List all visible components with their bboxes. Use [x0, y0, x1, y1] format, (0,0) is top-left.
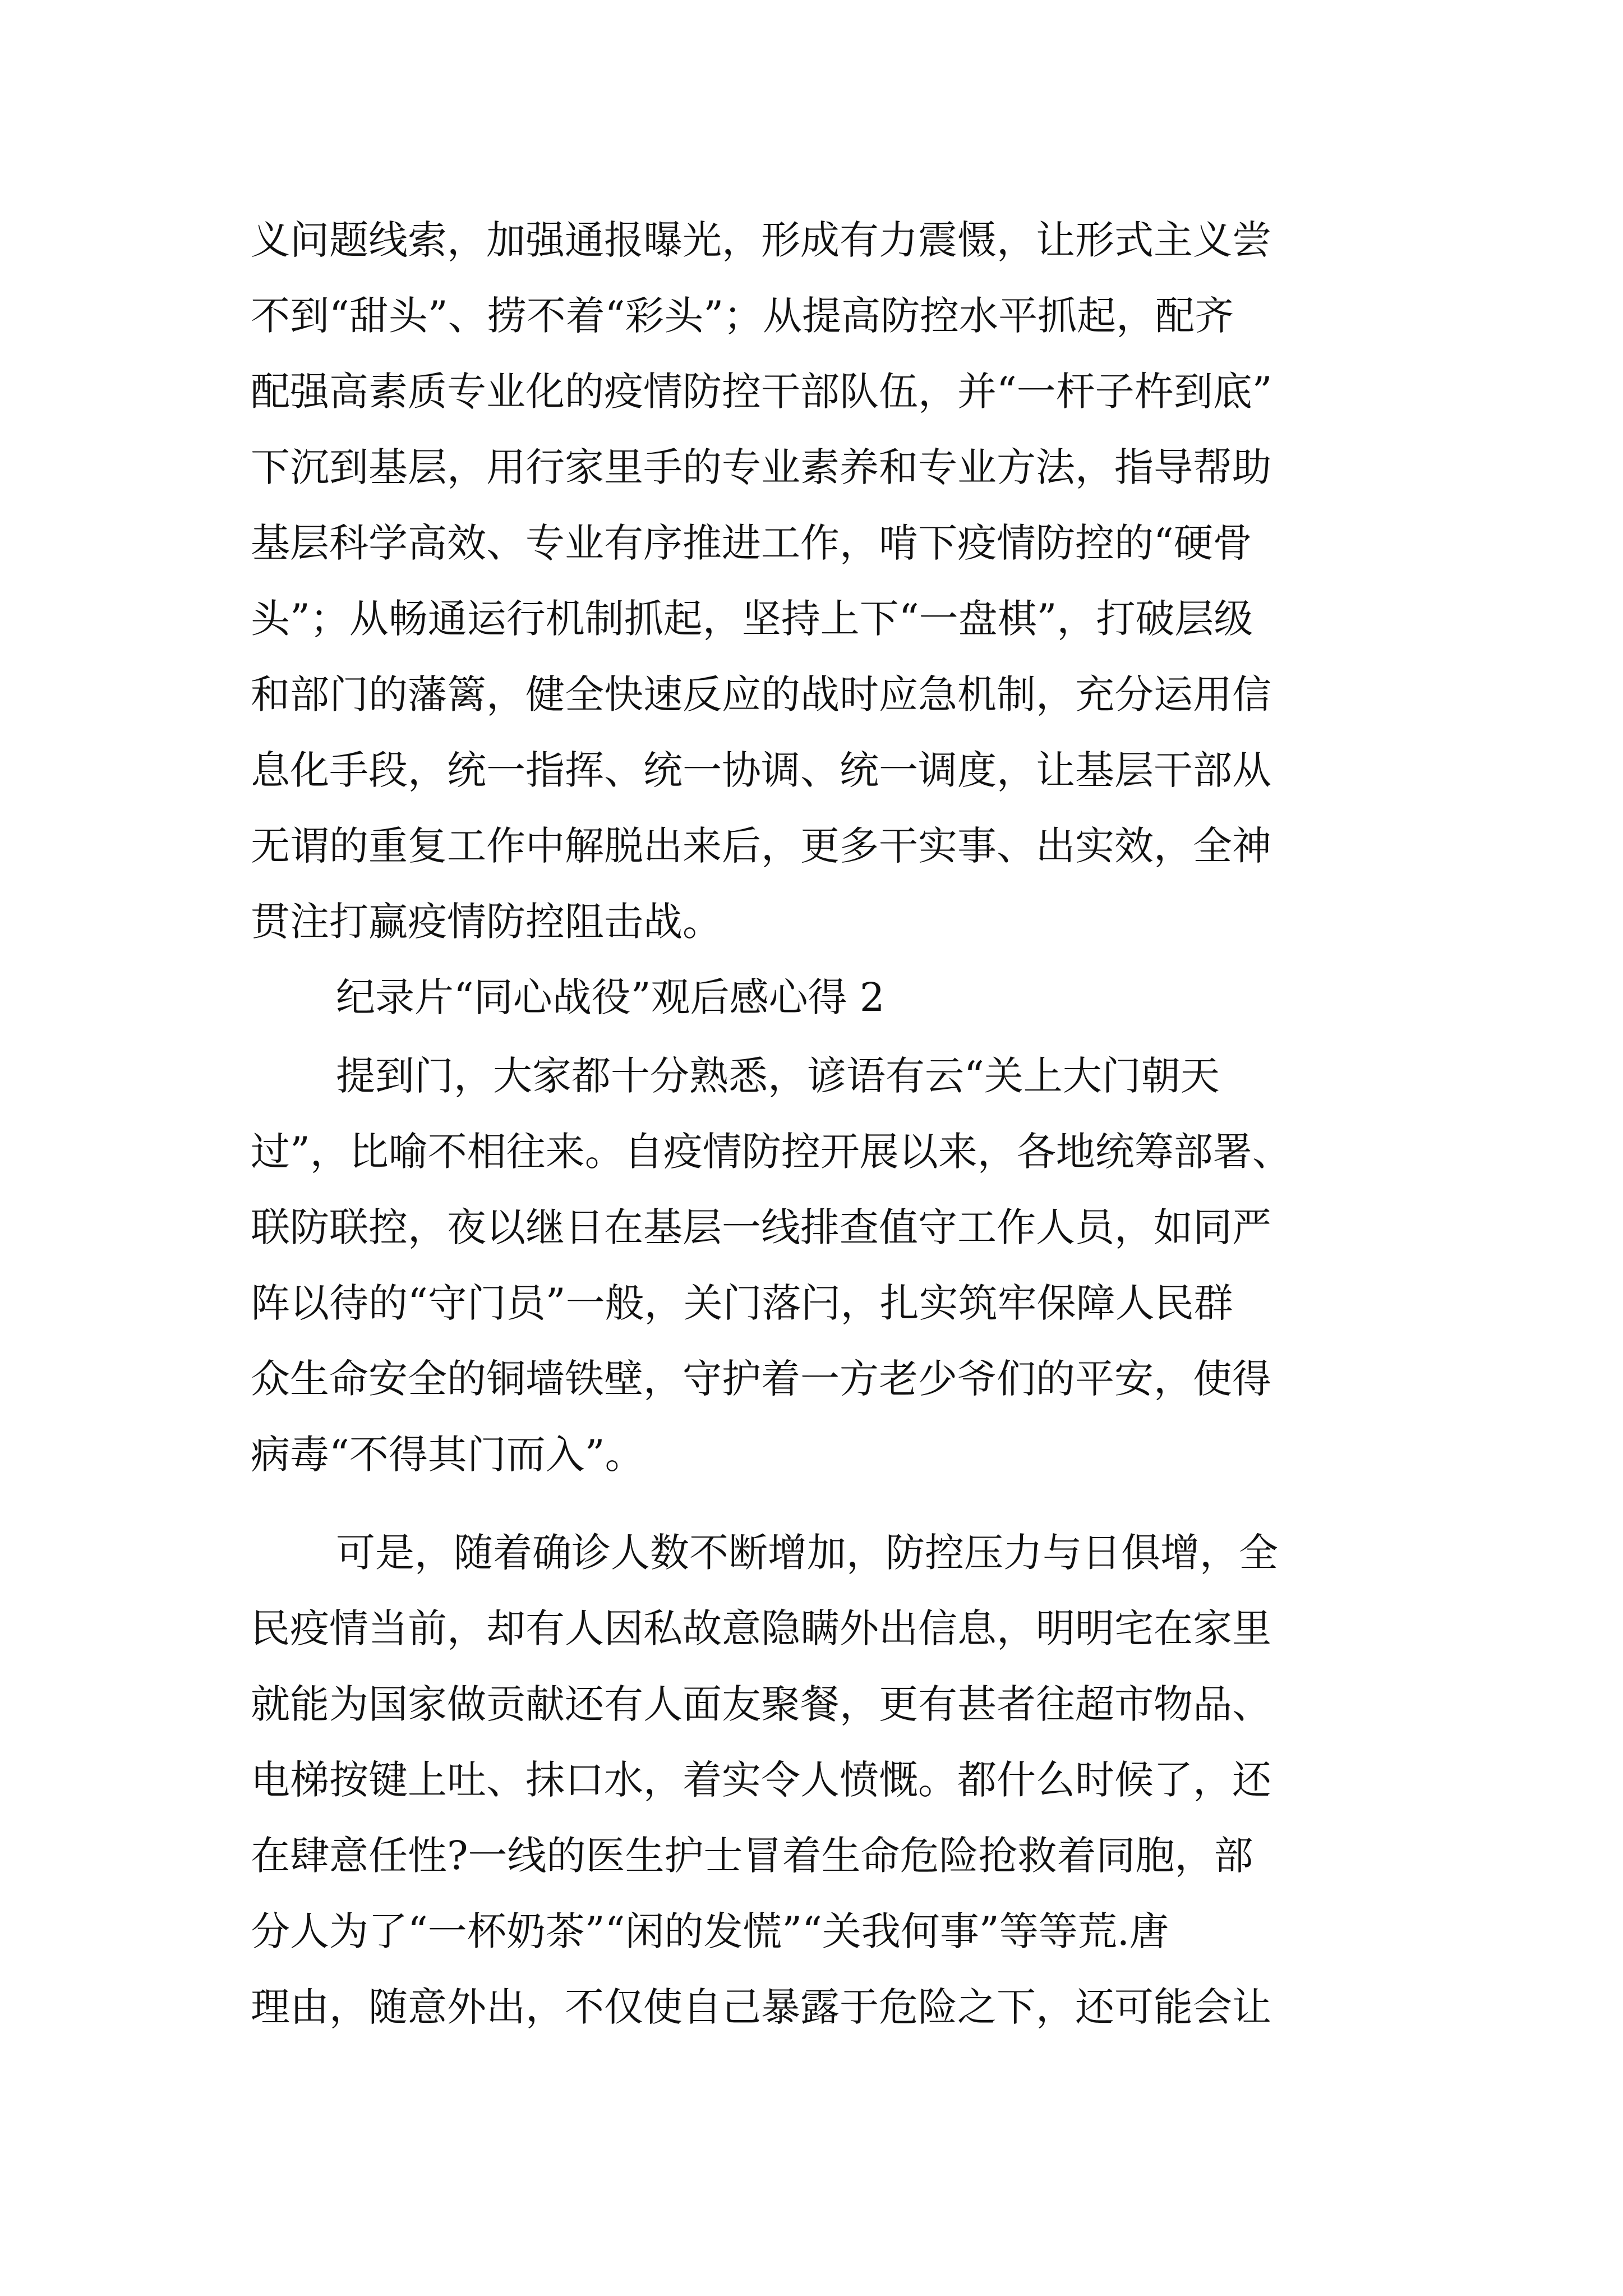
text-line: 不到“甜头”、捞不着“彩头”；从提高防控水平抓起，配齐	[251, 293, 1234, 339]
text-line: 和部门的藩篱，健全快速反应的战时应急机制，充分运用信	[251, 671, 1271, 717]
text-line: 分人为了“一杯奶茶”“闲的发慌”“关我何事”等等荒.唐	[251, 1908, 1169, 1954]
text-line: 可是，随着确诊人数不断增加，防控压力与日俱增，全	[336, 1530, 1278, 1576]
text-line: 贯注打赢疫情防控阻击战。	[251, 899, 722, 945]
text-line: 众生命安全的铜墙铁壁，守护着一方老少爷们的平安，使得	[251, 1356, 1271, 1402]
text-line: 联防联控，夜以继日在基层一线排查值守工作人员，如同严	[251, 1204, 1271, 1250]
text-line: 义问题线索，加强通报曝光，形成有力震慑，让形式主义尝	[251, 217, 1271, 263]
text-line: 民疫情当前，却有人因私故意隐瞒外出信息，明明宅在家里	[251, 1605, 1271, 1651]
text-line: 过”，比喻不相往来。自疫情防控开展以来，各地统筹部署、	[251, 1129, 1292, 1175]
text-line: 病毒“不得其门而入”。	[251, 1432, 644, 1478]
text-line: 就能为国家做贡献还有人面友聚餐，更有甚者往超市物品、	[251, 1681, 1271, 1727]
text-line: 在肆意任性?一线的医生护士冒着生命危险抢救着同胞，部	[251, 1833, 1253, 1879]
text-line: 头”；从畅通运行机制抓起，坚持上下“一盘棋”，打破层级	[251, 596, 1253, 642]
text-line: 阵以待的“守门员”一般，关门落闩，扎实筑牢保障人民群	[251, 1280, 1233, 1326]
text-line: 电梯按键上吐、抹口水，着实令人愤慨。都什么时候了，还	[251, 1757, 1271, 1803]
text-line: 配强高素质专业化的疫情防控干部队伍，并“一杆子杵到底”	[251, 369, 1272, 415]
text-line: 基层科学高效、专业有序推进工作，啃下疫情防控的“硬骨	[251, 520, 1252, 566]
text-line: 提到门，大家都十分熟悉，谚语有云“关上大门朝天	[336, 1053, 1220, 1099]
text-line: 息化手段，统一指挥、统一协调、统一调度，让基层干部从	[251, 747, 1271, 793]
text-line: 无谓的重复工作中解脱出来后，更多干实事、出实效，全神	[251, 823, 1271, 869]
section-heading: 纪录片“同心战役”观后感心得 2	[336, 974, 885, 1020]
text-line: 理由，随意外出，不仅使自己暴露于危险之下，还可能会让	[251, 1984, 1271, 2030]
text-line: 下沉到基层，用行家里手的专业素养和专业方法，指导帮助	[251, 444, 1271, 490]
